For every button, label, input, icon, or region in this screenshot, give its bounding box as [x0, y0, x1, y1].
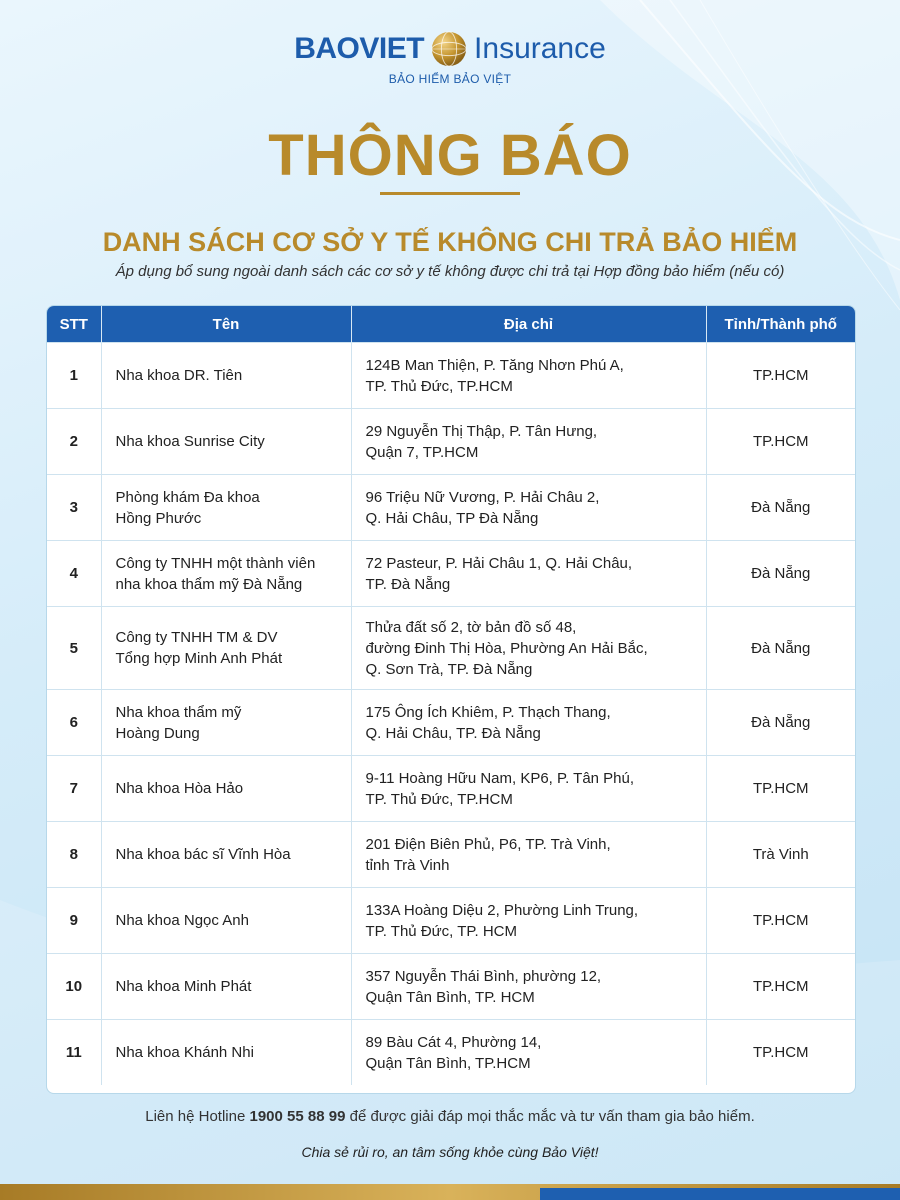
header-name: Tên	[101, 306, 351, 343]
row-city: TP.HCM	[706, 954, 855, 1020]
row-name: Nha khoa DR. Tiên	[101, 343, 351, 409]
scope-note: Áp dụng bổ sung ngoài danh sách các cơ sở y tế không được chi trả tại Hợp đồng bảo hiểm (nếu có)	[115, 263, 785, 280]
table-row	[47, 690, 855, 756]
row-name: Nha khoa bác sĩ Vĩnh Hòa	[101, 822, 351, 888]
page-title: THÔNG BÁO	[268, 123, 632, 188]
table-row	[47, 607, 855, 690]
row-city: TP.HCM	[706, 409, 855, 475]
table-row	[47, 475, 855, 541]
row-address: 357 Nguyễn Thái Bình, phường 12, Quận Tân Bình, TP. HCM	[351, 954, 706, 1020]
row-stt: 2	[47, 409, 101, 475]
row-city: Đà Nẵng	[706, 475, 855, 541]
header-stt: STT	[47, 306, 101, 343]
row-address: 89 Bàu Cát 4, Phường 14, Quận Tân Bình, TP.HCM	[351, 1020, 706, 1086]
brand-suffix: Insurance	[474, 32, 606, 65]
row-address: Thửa đất số 2, tờ bản đồ số 48, đường Đinh Thị Hòa, Phường An Hải Bắc, Q. Sơn Trà, TP. Đà Nẵng	[351, 607, 706, 690]
table-row	[47, 756, 855, 822]
row-city: Đà Nẵng	[706, 690, 855, 756]
hotline-line	[0, 1108, 900, 1125]
row-name: Công ty TNHH một thành viên nha khoa thẩm mỹ Đà Nẵng	[101, 541, 351, 607]
row-stt: 10	[47, 954, 101, 1020]
row-address: 124B Man Thiện, P. Tăng Nhơn Phú A, TP. Thủ Đức, TP.HCM	[351, 343, 706, 409]
header-address: Địa chỉ	[351, 306, 706, 343]
table-header-row	[47, 306, 855, 343]
table-row	[47, 1020, 855, 1086]
row-address: 201 Điện Biên Phủ, P6, TP. Trà Vinh, tỉnh Trà Vinh	[351, 822, 706, 888]
row-city: Đà Nẵng	[706, 607, 855, 690]
row-name: Nha khoa Minh Phát	[101, 954, 351, 1020]
table-row	[47, 343, 855, 409]
row-city: Trà Vinh	[706, 822, 855, 888]
page-subtitle: DANH SÁCH CƠ SỞ Y TẾ KHÔNG CHI TRẢ BẢO HIỂM	[102, 227, 798, 257]
header-city: Tỉnh/Thành phố	[706, 306, 855, 343]
row-stt: 5	[47, 607, 101, 690]
bottom-blue-bar	[540, 1188, 900, 1200]
table-row	[47, 409, 855, 475]
slogan: Chia sẻ rủi ro, an tâm sống khỏe cùng Bảo Việt!	[301, 1144, 599, 1160]
title-divider	[380, 192, 520, 195]
row-name: Nha khoa thẩm mỹ Hoàng Dung	[101, 690, 351, 756]
row-address: 9-11 Hoàng Hữu Nam, KP6, P. Tân Phú, TP. Thủ Đức, TP.HCM	[351, 756, 706, 822]
row-address: 72 Pasteur, P. Hải Châu 1, Q. Hải Châu, TP. Đà Nẵng	[351, 541, 706, 607]
row-stt: 1	[47, 343, 101, 409]
row-city: TP.HCM	[706, 1020, 855, 1086]
table-row	[47, 822, 855, 888]
row-city: TP.HCM	[706, 888, 855, 954]
row-city: TP.HCM	[706, 343, 855, 409]
brand-tagline: BẢO HIỂM BẢO VIỆT	[388, 72, 512, 86]
row-name: Phòng khám Đa khoa Hồng Phước	[101, 475, 351, 541]
row-name: Nha khoa Hòa Hảo	[101, 756, 351, 822]
facility-table	[46, 305, 856, 1094]
brand-logo	[0, 30, 900, 86]
row-stt: 8	[47, 822, 101, 888]
row-address: 96 Triệu Nữ Vương, P. Hải Châu 2, Q. Hải Châu, TP Đà Nẵng	[351, 475, 706, 541]
globe-icon	[430, 30, 468, 68]
row-city: Đà Nẵng	[706, 541, 855, 607]
row-name: Công ty TNHH TM & DV Tổng hợp Minh Anh Phát	[101, 607, 351, 690]
row-address: 133A Hoàng Diệu 2, Phường Linh Trung, TP. Thủ Đức, TP. HCM	[351, 888, 706, 954]
row-name: Nha khoa Khánh Nhi	[101, 1020, 351, 1086]
row-address: 29 Nguyễn Thị Thập, P. Tân Hưng, Quận 7, TP.HCM	[351, 409, 706, 475]
row-city: TP.HCM	[706, 756, 855, 822]
row-stt: 3	[47, 475, 101, 541]
row-stt: 11	[47, 1020, 101, 1086]
row-address: 175 Ông Ích Khiêm, P. Thạch Thang, Q. Hải Châu, TP. Đà Nẵng	[351, 690, 706, 756]
row-stt: 7	[47, 756, 101, 822]
row-stt: 4	[47, 541, 101, 607]
row-name: Nha khoa Sunrise City	[101, 409, 351, 475]
brand-name: BAOVIET	[294, 32, 425, 65]
hotline-suffix: để được giải đáp mọi thắc mắc và tư vấn tham gia bảo hiểm.	[349, 1108, 755, 1125]
hotline-number[interactable]: 1900 55 88 99	[249, 1108, 346, 1125]
row-stt: 6	[47, 690, 101, 756]
table-row	[47, 888, 855, 954]
table-row	[47, 541, 855, 607]
row-stt: 9	[47, 888, 101, 954]
table-row	[47, 954, 855, 1020]
hotline-prefix: Liên hệ Hotline	[145, 1108, 246, 1125]
row-name: Nha khoa Ngọc Anh	[101, 888, 351, 954]
